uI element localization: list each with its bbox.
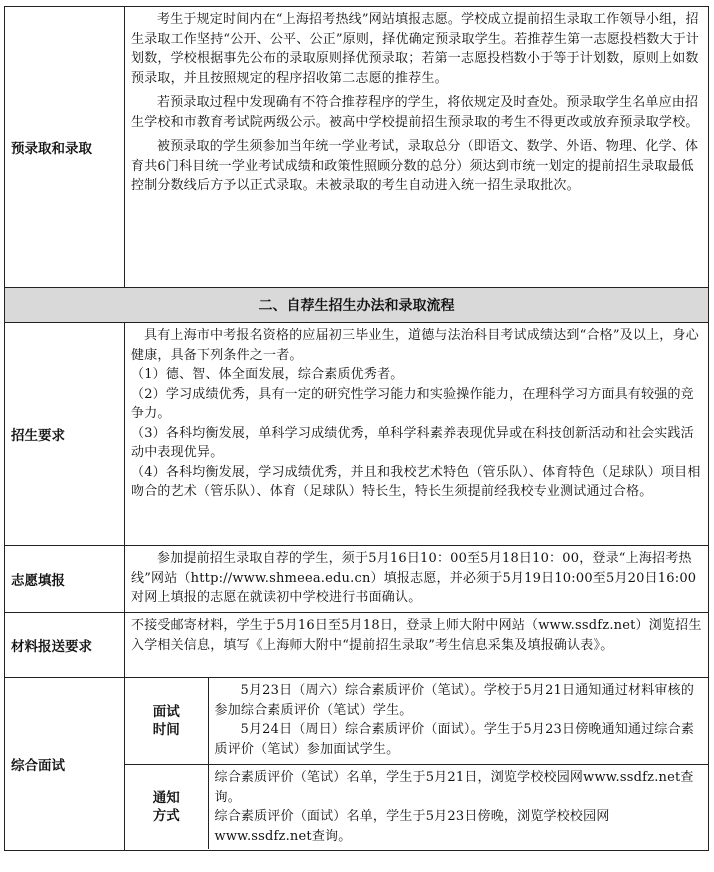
- pre-admission-paragraph: 考生于规定时间内在“上海招考热线”网站填报志愿。学校成立提前招生录取工作领导小组，招生录取工作坚持“公开、公平、公正”原则，择优确定预录取学生。若推荐生第一志愿投档数大于计划数，学校根据事先公布的录取原则择优预录取；若第一志愿投档数小于等于计划数，原则上如数预录取，并且按照规定的程序招收第二志愿的推荐生。: [131, 12, 700, 86]
- interview-time-content: [208, 678, 708, 765]
- interview-subtable: [125, 678, 708, 849]
- requirement-item: （2）学习成绩优秀，具有一定的研究性学习能力和实验操作能力，在理科学习方面具有较强的竞争力。: [131, 386, 694, 421]
- admission-table: [4, 6, 709, 851]
- requirements-content: [125, 323, 709, 546]
- pre-admission-label: 预录取和录取: [5, 7, 125, 288]
- interview-label: 综合面试: [5, 678, 125, 851]
- interview-row: [5, 678, 709, 851]
- materials-label: 材料报送要求: [5, 613, 125, 678]
- interview-time-label-line: 时间: [152, 722, 180, 738]
- requirement-item: （1）德、智、体全面发展，综合素质优秀者。: [131, 367, 404, 382]
- pre-admission-paragraph: 被预录取的学生须参加当年统一学业考试，录取总分（即语文、数学、外语、物理、化学、体育共6门科目统一学业考试成绩和政策性照顾分数的总分）须达到市统一划定的提前招生录取最低控制分数线后方予以正式录取。未被录取的考生自动进入统一招生录取批次。: [131, 139, 699, 193]
- requirement-item: （3）各科均衡发展，单科学习成绩优秀，单科学科素养表现优异或在科技创新活动和社会实践活动中表现优异。: [131, 425, 694, 460]
- application-content: [125, 546, 709, 613]
- interview-notice-line: 综合素质评价（笔试）名单，学生于5月21日，浏览学校校园网www.ssdfz.net查询。: [214, 770, 694, 805]
- application-text: 参加提前招生录取自荐的学生，须于5月16日10：00至5月18日10：00，登录“上海招考热线”网站（http://www.shmeea.edu.cn）填报志愿，并必须于5月19日10:00至5月20日16:00对网上填报的志愿在就读初中学校进行书面确认。: [131, 551, 697, 605]
- interview-notice-row: [125, 765, 708, 850]
- interview-time-row: [125, 678, 708, 765]
- interview-notice-label-line: 通知: [152, 790, 180, 806]
- interview-notice-label: [125, 765, 208, 850]
- pre-admission-paragraph: 若预录取过程中发现确有不符合推荐程序的学生，将依规定及时查处。预录取学生名单应由招生学校和市教育考试院两级公示。被高中学校提前招生预录取的考生不得更改或放弃预录取学校。: [131, 95, 699, 130]
- pre-admission-row: [5, 7, 709, 288]
- interview-notice-content: [208, 765, 708, 850]
- interview-time-line: 5月23日（周六）综合素质评价（笔试）。学校于5月21日通知通过材料审核的参加综合素质评价（笔试）学生。: [214, 683, 695, 718]
- requirement-item: （4）各科均衡发展，学习成绩优秀，并且和我校艺术特色（管乐队）、体育特色（足球队）项目相吻合的艺术（管乐队）、体育（足球队）特长生，特长生须提前经我校专业测试通过合格。: [131, 464, 701, 499]
- interview-time-label-line: 面试: [152, 704, 180, 720]
- interview-time-line: 5月24日（周日）综合素质评价（面试）。学生于5月23日傍晚通知通过综合素质评价（笔试）参加面试学生。: [214, 722, 695, 757]
- application-row: [5, 546, 709, 613]
- requirements-label: 招生要求: [5, 323, 125, 546]
- section-header-row: [5, 288, 709, 323]
- section-title: 二、自荐生招生办法和录取流程: [5, 288, 709, 323]
- materials-row: [5, 613, 709, 678]
- materials-content: [125, 613, 709, 678]
- requirements-intro: 具有上海市中考报名资格的应届初三毕业生，道德与法治科目考试成绩达到“合格”及以上，身心健康，具备下列条件之一者。: [131, 328, 699, 363]
- interview-content: [125, 678, 709, 851]
- interview-notice-label-line: 方式: [152, 808, 180, 824]
- pre-admission-content: [125, 7, 709, 288]
- materials-text: 不接受邮寄材料，学生于5月16日至5月18日，登录上师大附中网站（www.ssdfz.net）浏览招生入学相关信息，填写《上海师大附中“提前招生录取”考生信息采集及填报确认表》。: [131, 618, 702, 653]
- interview-time-label: [125, 678, 208, 765]
- requirements-row: [5, 323, 709, 546]
- interview-notice-line: 综合素质评价（面试）名单，学生于5月23日傍晚，浏览学校校园网www.ssdfz.net查询。: [214, 809, 610, 844]
- application-label: 志愿填报: [5, 546, 125, 613]
